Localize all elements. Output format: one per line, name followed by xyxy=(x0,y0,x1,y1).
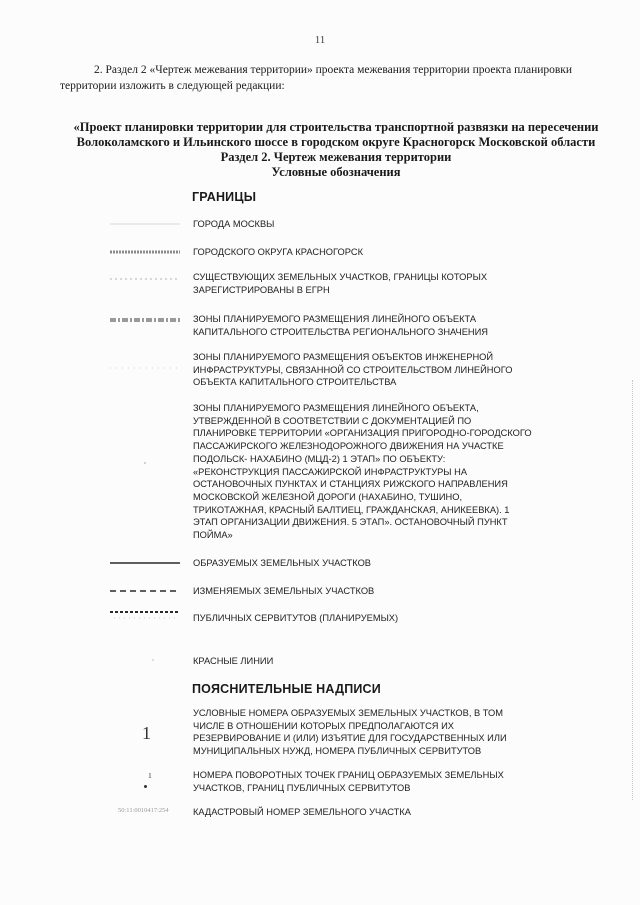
legend-text: СУЩЕСТВУЮЩИХ ЗЕМЕЛЬНЫХ УЧАСТКОВ, ГРАНИЦЫ КОТОРЫХ ЗАРЕГИСТРИРОВАНЫ В ЕГРН xyxy=(193,272,488,295)
dotted-gray-line-icon xyxy=(110,276,180,282)
legend-text: УСЛОВНЫЕ НОМЕРА ОБРАЗУЕМЫХ ЗЕМЕЛЬНЫХ УЧАСТКОВ, В ТОМ ЧИСЛЕ В ОТНОШЕНИИ КОТОРЫХ ПРЕДПОЛАГАЮТСЯ ИХ РЕЗЕРВИРОВАНИЕ И (ИЛИ) ИЗЪЯТИЕ ДЛЯ ГОСУДАРСТВЕННЫХ ИЛИ МУНИЦИПАЛЬНЫХ НУЖД, НОМЕРА ПУБЛИЧНЫХ СЕРВИТУТОВ xyxy=(193,708,507,757)
turning-point-sample xyxy=(144,771,164,788)
solid-black-line-icon xyxy=(110,560,180,566)
title-line-2: Волоколамского и Ильинского шоссе в городском округе Красногорск Московской области xyxy=(76,135,596,149)
legend-text: КРАСНЫЕ ЛИНИИ xyxy=(193,656,274,666)
dense-dashed-line-icon xyxy=(110,608,180,622)
legend-text: ЗОНЫ ПЛАНИРУЕМОГО РАЗМЕЩЕНИЯ ЛИНЕЙНОГО ОБЪЕКТА, УТВЕРЖДЕННОЙ В СООТВЕТСТВИИ С ДОКУМЕНТАЦИЕЙ ПО ПЛАНИРОВКЕ ТЕРРИТОРИИ «ОРГАНИЗАЦИЯ ПРИГОРОДНО-ГОРОДСКОГО ПАССАЖИРСКОГО ЖЕЛЕЗНОДОРОЖНОГО ДВИЖЕНИЯ НА УЧАСТКЕ ПОДОЛЬСК- НАХАБИНО (МЦД-2) 1 ЭТАП» ПО ОБЪЕКТУ: «РЕКОНСТРУКЦИЯ ПАССАЖИРСКОЙ ИНФРАСТРУКТУРЫ НА ОСТАНОВОЧНЫХ ПУНКТАХ И СТАНЦИЯХ РИЖСКОГО НАПРАВЛЕНИЯ МОСКОВСКОЙ ЖЕЛЕЗНОЙ ДОРОГИ (НАХАБИНО, ТУШИНО, ТРИКОТАЖНАЯ, КРАСНЫЙ БАЛТИЕЦ, ГРАЖДАНСКАЯ, АНИКЕЕВКА). 1 ЭТАП ОРГАНИЗАЦИИ ДВИЖЕНИЯ. 5 ЭТАП». ОСТАНОВОЧНЫЙ ПУНКТ ПОЙМА» xyxy=(193,403,532,541)
intro-paragraph: 2. Раздел 2 «Чертеж межевания территории» проекта межевания территории проекта планировки территории изложить в следующей редакции: xyxy=(60,64,573,92)
tiny-dot-icon xyxy=(140,460,150,466)
turning-point-number: 1 xyxy=(148,771,152,780)
legend-text: ГОРОДА МОСКВЫ xyxy=(193,219,275,229)
dashed-black-line-icon xyxy=(110,588,180,594)
notes-heading: ПОЯСНИТЕЛЬНЫЕ НАДПИСИ xyxy=(192,682,381,696)
legend-text: НОМЕРА ПОВОРОТНЫХ ТОЧЕК ГРАНИЦ ОБРАЗУЕМЫХ ЗЕМЕЛЬНЫХ УЧАСТКОВ, ГРАНИЦ ПУБЛИЧНЫХ СЕРВИТУТОВ xyxy=(193,770,504,793)
legend-text: ЗОНЫ ПЛАНИРУЕМОГО РАЗМЕЩЕНИЯ ОБЪЕКТОВ ИНЖЕНЕРНОЙ ИНФРАСТРУКТУРЫ, СВЯЗАННОЙ СО СТРОИТЕЛЬСТВОМ ЛИНЕЙНОГО ОБЪЕКТА КАПИТАЛЬНОГО СТРОИТЕЛЬСТВА xyxy=(193,352,513,388)
hatched-band-icon xyxy=(110,249,180,255)
plot-number-sample: 1 xyxy=(142,723,151,743)
title-line-4: Условные обозначения xyxy=(271,165,401,179)
legend-text: ГОРОДСКОГО ОКРУГА КРАСНОГОРСК xyxy=(193,247,364,257)
title-line-1: «Проект планировки территории для строительства транспортной развязки на пересечении xyxy=(73,120,599,134)
faint-red-line-icon xyxy=(148,657,158,663)
legend-text: ИЗМЕНЯЕМЫХ ЗЕМЕЛЬНЫХ УЧАСТКОВ xyxy=(193,586,375,596)
dash-dot-band-icon xyxy=(110,316,180,324)
title-line-3: Раздел 2. Чертеж межевания территории xyxy=(220,150,452,164)
legend-text: ЗОНЫ ПЛАНИРУЕМОГО РАЗМЕЩЕНИЯ ЛИНЕЙНОГО ОБЪЕКТА КАПИТАЛЬНОГО СТРОИТЕЛЬСТВА РЕГИОНАЛЬНОГО ЗНАЧЕНИЯ xyxy=(193,314,489,337)
scan-edge-artifact xyxy=(632,380,635,800)
thin-gray-line-icon xyxy=(110,221,180,227)
legend-text: КАДАСТРОВЫЙ НОМЕР ЗЕМЕЛЬНОГО УЧАСТКА xyxy=(193,807,411,817)
faint-dotted-line-icon xyxy=(110,365,180,371)
document-title xyxy=(56,120,616,180)
page-number: 11 xyxy=(314,34,326,46)
cadastral-sample: 50:11:0010417:254 xyxy=(118,807,169,814)
legend-text: ПУБЛИЧНЫХ СЕРВИТУТОВ (ПЛАНИРУЕМЫХ) xyxy=(193,613,399,623)
legend-text: ОБРАЗУЕМЫХ ЗЕМЕЛЬНЫХ УЧАСТКОВ xyxy=(193,558,372,568)
borders-heading: ГРАНИЦЫ xyxy=(192,190,257,204)
